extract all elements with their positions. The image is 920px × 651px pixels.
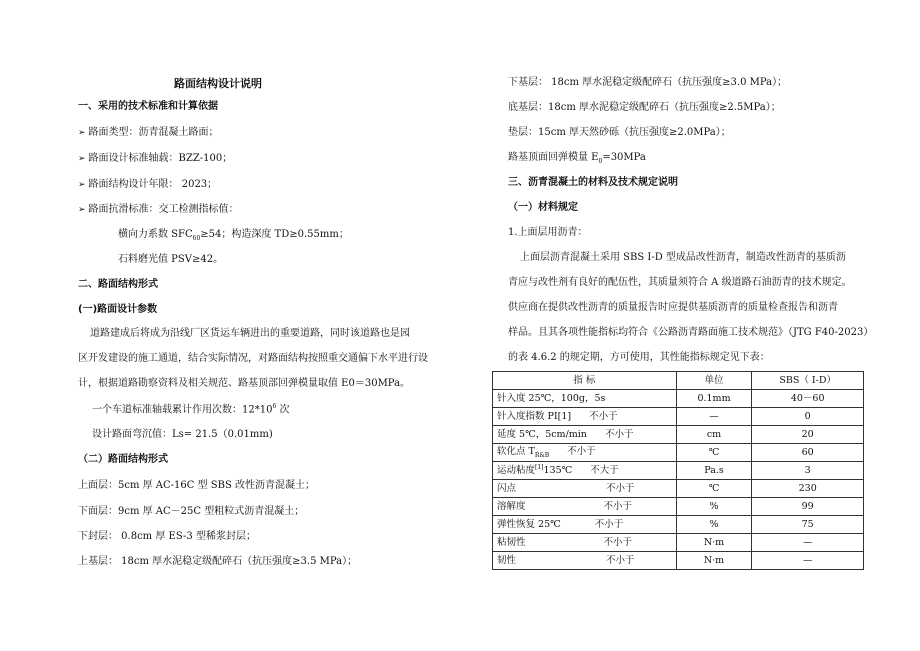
section-3-heading: 三、沥青混凝土的材料及技术规定说明 [508, 177, 678, 188]
section-2-heading: 二、路面结构形式 [78, 279, 158, 290]
layer-line: 底基层：18cm 厚水泥稳定级配碎石（抗压强度≥2.5MPa）； [508, 102, 781, 113]
row-unit: — [676, 408, 752, 426]
row-value: — [752, 552, 864, 570]
table-row [493, 534, 864, 552]
bullet-item: ➢ 路面结构设计年限： 2023； [78, 179, 218, 190]
row-name: 软化点 $T_{R\&B}$ 不小于 [493, 444, 677, 462]
layer-line: 下面层：9cm 厚 AC－25C 型粗粒式沥青混凝土； [78, 506, 305, 517]
paragraph-line: 道路建成后将成为沿线厂区货运车辆进出的重要道路，同时该道路也是园 [90, 328, 410, 339]
row-condition: 不大于 [590, 465, 619, 477]
header-indicator: 指 标 [493, 372, 677, 390]
row-value: 40－60 [752, 390, 864, 408]
arrow-bullet-icon: ➢ [78, 154, 86, 164]
header-unit: 单位 [676, 372, 752, 390]
row-unit: ℃ [676, 480, 752, 498]
row-unit: N·m [676, 552, 752, 570]
paragraph-line: 计，根据道路勘察资料及相关规范、路基顶部回弹模量取值 E0＝30MPa。 [78, 378, 411, 389]
row-name: 韧性 不小于 [493, 552, 677, 570]
row-condition: 不小于 [594, 518, 624, 530]
row-value: 60 [752, 444, 864, 462]
row-value: — [752, 534, 864, 552]
row-condition: 不小于 [606, 482, 635, 494]
layer-line: 上基层： 18cm 厚水泥稳定级配碎石（抗压强度≥3.5 MPa）； [78, 556, 358, 567]
skid-friction-line: 横向力系数 $SFC_{60}\ge 54$；构造深度 TD≥0.55mm； [118, 229, 349, 242]
paragraph-line: 供应商在提供改性沥青的质量报告时应提供基质沥青的质量检查报告和沥青 [508, 302, 838, 313]
skid-psv-line: 石料磨光值 PSV≥42。 [118, 254, 224, 265]
row-name: 延度 5℃，5cm/min 不小于 [493, 426, 677, 444]
row-name: 弹性恢复 25℃ 不小于 [493, 516, 677, 534]
row-condition: 不小于 [589, 410, 618, 422]
row-value: 230 [752, 480, 864, 498]
table-row [493, 480, 864, 498]
row-unit: cm [676, 426, 752, 444]
paragraph-line: 的表 4.6.2 的规定期，方可使用，其性能指标规定见下表： [508, 352, 770, 363]
section-1-heading: 一、采用的技术标准和计算依据 [78, 101, 218, 112]
bullet-item: ➢ 路面抗滑标准：交工检测指标值： [78, 204, 239, 215]
table-row [493, 390, 864, 408]
row-value: 75 [752, 516, 864, 534]
axle-load-line: 一个车道标准轴载累计作用次数：$12*10^6$ 次 [92, 403, 290, 416]
table-row [493, 408, 864, 426]
subgrade-modulus-line: 路基顶面回弹模量 $E_0=30MPa$ [508, 152, 646, 165]
item-1-heading: 1.上面层用沥青： [508, 227, 588, 238]
row-condition: 不小于 [603, 536, 633, 548]
row-name: 针入度指数 PI[1] 不小于 [493, 408, 677, 426]
row-name: 运动粘度[1]135℃ 不大于 [493, 462, 677, 480]
page-title: 路面结构设计说明 [174, 77, 262, 90]
table-row [493, 462, 864, 480]
layer-line: 垫层：15cm 厚天然砂砾（抗压强度≥2.0MPa）； [508, 127, 731, 138]
layer-line: 下基层： 18cm 厚水泥稳定级配碎石（抗压强度≥3.0 MPa）； [508, 77, 788, 88]
row-value: 99 [752, 498, 864, 516]
row-unit: ℃ [676, 444, 752, 462]
row-name: 针入度 25℃，100g，5s [493, 390, 677, 408]
paragraph-line: 区开发建设的施工通道，结合实际情况，对路面结构按照重交通偏下水平进行设 [78, 353, 428, 364]
row-unit: Pa.s [676, 462, 752, 480]
table-row [493, 516, 864, 534]
paragraph-line: 样品。且其各项性能指标均符合《公路沥青路面施工技术规范》（JTG F40-2023） [508, 327, 874, 338]
row-unit: % [676, 516, 752, 534]
table-header-row [493, 372, 864, 390]
row-unit: N·m [676, 534, 752, 552]
row-value: 3 [752, 462, 864, 480]
row-unit: 0.1mm [676, 390, 752, 408]
layer-line: 上面层：5cm 厚 AC-16C 型 SBS 改性沥青混凝土； [78, 480, 316, 491]
row-condition: 不小于 [606, 554, 635, 566]
table-row [493, 552, 864, 570]
table-row [493, 426, 864, 444]
row-value: 0 [752, 408, 864, 426]
subsection-structure: （二）路面结构形式 [78, 454, 168, 465]
subsection-design-params: (一)路面设计参数 [78, 304, 158, 315]
row-value: 20 [752, 426, 864, 444]
subsection-materials: （一）材料规定 [508, 202, 578, 213]
table-row [493, 444, 864, 462]
row-condition: 不小于 [604, 428, 634, 440]
layer-line: 下封层： 0.8cm 厚 ES-3 型稀浆封层； [78, 531, 256, 542]
arrow-bullet-icon: ➢ [78, 128, 86, 138]
deflection-line: 设计路面弯沉值：Ls= 21.5（0.01mm) [92, 429, 273, 440]
bullet-item: ➢ 路面类型：沥青混凝土路面； [78, 127, 219, 138]
row-condition: 不小于 [603, 500, 633, 512]
row-condition: 不小于 [567, 445, 596, 457]
bullet-item: ➢ 路面设计标准轴载：BZZ-100； [78, 153, 233, 164]
arrow-bullet-icon: ➢ [78, 180, 86, 190]
paragraph-line: 上面层沥青混凝土采用 SBS Ⅰ-D 型成品改性沥青，制造改性沥青的基质沥 [520, 252, 846, 263]
row-name: 闪点 不小于 [493, 480, 677, 498]
arrow-bullet-icon: ➢ [78, 205, 86, 215]
row-unit: % [676, 498, 752, 516]
header-sbs: SBS（ Ⅰ-D） [752, 372, 864, 390]
row-name: 粘韧性 不小于 [493, 534, 677, 552]
table-row [493, 498, 864, 516]
row-name: 溶解度 不小于 [493, 498, 677, 516]
paragraph-line: 青应与改性剂有良好的配伍性，其质量须符合 A 级道路石油沥青的技术规定。 [508, 277, 852, 288]
asphalt-spec-table [492, 371, 864, 570]
